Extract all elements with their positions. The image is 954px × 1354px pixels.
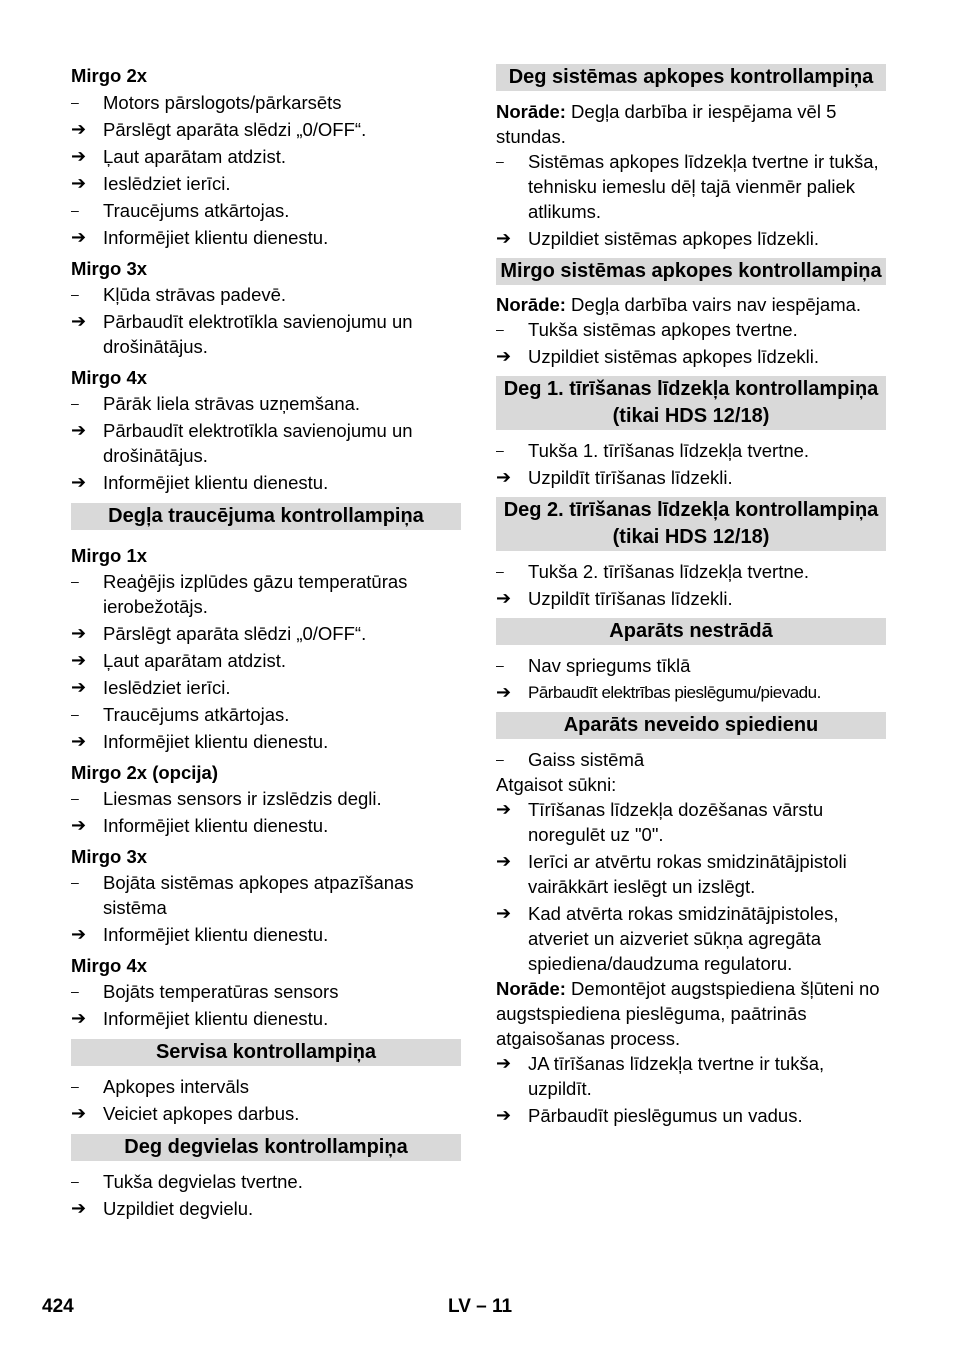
- dash-icon: –: [71, 573, 79, 589]
- item-text: Informējiet klientu dienestu.: [103, 924, 329, 945]
- item-text: Informējiet klientu dienestu.: [103, 731, 329, 752]
- arrow-right-icon: ➔: [71, 1103, 87, 1123]
- action-item: [71, 225, 461, 250]
- arrow-right-icon: ➔: [496, 903, 512, 923]
- action-item: [71, 922, 461, 947]
- condition-item: [71, 569, 461, 619]
- dash-icon: –: [71, 790, 79, 806]
- condition-item: [71, 702, 461, 727]
- item-text: Pārbaudīt elektrotīkla savienojumu un drošinātājus.: [103, 311, 413, 357]
- action-item: [71, 418, 461, 468]
- arrow-right-icon: ➔: [496, 1105, 512, 1125]
- note-label: Norāde:: [496, 294, 566, 315]
- item-text: Informējiet klientu dienestu.: [103, 1008, 329, 1029]
- item-text: Informējiet klientu dienestu.: [103, 472, 329, 493]
- item-text: Informējiet klientu dienestu.: [103, 227, 329, 248]
- paragraph-text: Atgaisot sūkni:: [496, 774, 617, 795]
- section-heading: Aparāts neveido spiedienu: [496, 712, 886, 739]
- action-item: [496, 1051, 886, 1101]
- paragraph-text: Degļa darbība vairs nav iespējama.: [565, 294, 862, 315]
- subheading: Mirgo 4x: [71, 367, 148, 388]
- paragraph: [496, 772, 886, 797]
- section-heading: Aparāts nestrādā: [496, 618, 886, 645]
- arrow-right-icon: ➔: [71, 311, 87, 331]
- action-item: [71, 470, 461, 495]
- item-text: Uzpildiet sistēmas apkopes līdzekli.: [528, 346, 819, 367]
- arrow-right-icon: ➔: [71, 146, 87, 166]
- arrow-right-icon: ➔: [71, 420, 87, 440]
- dash-icon: –: [71, 874, 79, 890]
- item-text: Ieslēdziet ierīci.: [103, 677, 231, 698]
- action-item: [496, 901, 886, 976]
- paragraph-text: Demontējot augstspiediena šļūteni no augstspiediena pieslēguma, paātrinās atgaisošanas process.: [496, 978, 880, 1049]
- dash-icon: –: [71, 94, 79, 110]
- arrow-right-icon: ➔: [496, 467, 512, 487]
- action-item: [496, 1103, 886, 1128]
- action-item: [496, 226, 886, 251]
- arrow-right-icon: ➔: [71, 472, 87, 492]
- condition-item: [71, 90, 461, 115]
- section-heading: Deg 1. tīrīšanas līdzekļa kontrollampiņa (tikai HDS 12/18): [496, 376, 886, 430]
- item-text: Tukša sistēmas apkopes tvertne.: [528, 319, 798, 340]
- item-text: Bojāta sistēmas apkopes atpazīšanas sistēma: [103, 872, 414, 918]
- subheading: Mirgo 3x: [71, 846, 148, 867]
- right-column: [496, 64, 886, 1128]
- dash-icon: –: [496, 442, 504, 458]
- dash-icon: –: [496, 657, 504, 673]
- note-label: Norāde:: [496, 978, 566, 999]
- item-text: Tukša 1. tīrīšanas līdzekļa tvertne.: [528, 440, 810, 461]
- paragraph: [496, 99, 886, 149]
- item-text: Informējiet klientu dienestu.: [103, 815, 329, 836]
- action-item: [71, 1196, 461, 1221]
- action-item: [496, 344, 886, 369]
- arrow-right-icon: ➔: [496, 682, 511, 702]
- item-text: Sistēmas apkopes līdzekļa tvertne ir tukša, tehnisku iemeslu dēļ tajā vienmēr paliek atlikums.: [528, 151, 879, 222]
- condition-item: [71, 391, 461, 416]
- item-text: Pārbaudīt elektrotīkla savienojumu un drošinātājus.: [103, 420, 413, 466]
- action-item: [71, 171, 461, 196]
- arrow-right-icon: ➔: [496, 1053, 512, 1073]
- action-item: [71, 309, 461, 359]
- subheading: Mirgo 2x (opcija): [71, 762, 218, 783]
- item-text: Ļaut aparātam atdzist.: [103, 146, 287, 167]
- arrow-right-icon: ➔: [496, 588, 512, 608]
- section-heading: Degļa traucējuma kontrollampiņa: [71, 503, 461, 530]
- dash-icon: –: [71, 706, 79, 722]
- dash-icon: –: [71, 1173, 79, 1189]
- action-item: [496, 680, 886, 705]
- arrow-right-icon: ➔: [496, 799, 512, 819]
- item-text: Bojāts temperatūras sensors: [103, 981, 339, 1002]
- subheading: Mirgo 1x: [71, 545, 148, 566]
- section-heading: Deg 2. tīrīšanas līdzekļa kontrollampiņa (tikai HDS 12/18): [496, 497, 886, 551]
- action-item: [71, 621, 461, 646]
- item-text: Kad atvērta rokas smidzinātājpistoles, atveriet un aizveriet sūkņa agregāta spiediena/daudzuma regulatoru.: [528, 903, 839, 974]
- arrow-right-icon: ➔: [71, 924, 87, 944]
- action-item: [71, 144, 461, 169]
- item-text: Traucējums atkārtojas.: [103, 704, 290, 725]
- condition-item: [71, 1169, 461, 1194]
- item-text: Uzpildiet degvielu.: [103, 1198, 254, 1219]
- arrow-right-icon: ➔: [71, 677, 87, 697]
- dash-icon: –: [71, 983, 79, 999]
- item-text: Gaiss sistēmā: [528, 749, 645, 770]
- arrow-right-icon: ➔: [71, 173, 87, 193]
- arrow-right-icon: ➔: [71, 227, 87, 247]
- action-item: [496, 586, 886, 611]
- item-text: Pārslēgt aparāta slēdzi „0/OFF“.: [103, 119, 367, 140]
- item-text: Uzpildīt tīrīšanas līdzekli.: [528, 467, 733, 488]
- condition-item: [496, 653, 886, 678]
- action-item: [71, 648, 461, 673]
- condition-item: [496, 438, 886, 463]
- item-text: Uzpildiet sistēmas apkopes līdzekli.: [528, 228, 819, 249]
- section-heading: Deg sistēmas apkopes kontrollampiņa: [496, 64, 886, 91]
- action-item: [71, 1101, 461, 1126]
- action-item: [71, 813, 461, 838]
- condition-item: [71, 979, 461, 1004]
- condition-item: [496, 149, 886, 224]
- item-text: Liesmas sensors ir izslēdzis degli.: [103, 788, 382, 809]
- arrow-right-icon: ➔: [71, 623, 87, 643]
- action-item: [496, 849, 886, 899]
- item-text: Ļaut aparātam atdzist.: [103, 650, 287, 671]
- item-text: Apkopes intervāls: [103, 1076, 250, 1097]
- condition-item: [71, 786, 461, 811]
- arrow-right-icon: ➔: [496, 346, 512, 366]
- paragraph-text: Degļa darbība ir iespējama vēl 5 stundas.: [496, 101, 837, 147]
- condition-item: [71, 1074, 461, 1099]
- subheading: Mirgo 3x: [71, 258, 148, 279]
- dash-icon: –: [496, 153, 504, 169]
- left-column: [71, 64, 461, 1221]
- condition-item: [71, 198, 461, 223]
- action-item: [71, 729, 461, 754]
- arrow-right-icon: ➔: [71, 119, 87, 139]
- dash-icon: –: [71, 1078, 79, 1094]
- item-text: Uzpildīt tīrīšanas līdzekli.: [528, 588, 733, 609]
- item-text: Kļūda strāvas padevē.: [103, 284, 287, 305]
- arrow-right-icon: ➔: [71, 1198, 87, 1218]
- dash-icon: –: [496, 321, 504, 337]
- item-text: Ierīci ar atvērtu rokas smidzinātājpistoli vairākkārt ieslēgt un izslēgt.: [528, 851, 847, 897]
- action-item: [71, 1006, 461, 1031]
- item-text: Pārāk liela strāvas uzņemšana.: [103, 393, 361, 414]
- item-text: Motors pārslogots/pārkarsēts: [103, 92, 342, 113]
- subheading: Mirgo 4x: [71, 955, 148, 976]
- section-heading: Servisa kontrollampiņa: [71, 1039, 461, 1066]
- note-label: Norāde:: [496, 101, 566, 122]
- arrow-right-icon: ➔: [71, 650, 87, 670]
- action-item: [71, 117, 461, 142]
- page-number: 424: [42, 1296, 74, 1317]
- dash-icon: –: [71, 395, 79, 411]
- dash-icon: –: [496, 751, 504, 767]
- paragraph: [496, 976, 886, 1051]
- arrow-right-icon: ➔: [71, 815, 87, 835]
- item-text: Pārbaudīt elektrības pieslēgumu/pievadu.: [528, 683, 821, 702]
- item-text: Tukša 2. tīrīšanas līdzekļa tvertne.: [528, 561, 810, 582]
- item-text: Pārslēgt aparāta slēdzi „0/OFF“.: [103, 623, 367, 644]
- arrow-right-icon: ➔: [496, 228, 512, 248]
- condition-item: [496, 747, 886, 772]
- section-heading: Deg degvielas kontrollampiņa: [71, 1134, 461, 1161]
- condition-item: [71, 870, 461, 920]
- arrow-right-icon: ➔: [71, 731, 87, 751]
- item-text: Veiciet apkopes darbus.: [103, 1103, 300, 1124]
- action-item: [496, 797, 886, 847]
- arrow-right-icon: ➔: [71, 1008, 87, 1028]
- item-text: JA tīrīšanas līdzekļa tvertne ir tukša, uzpildīt.: [528, 1053, 825, 1099]
- dash-icon: –: [496, 563, 504, 579]
- arrow-right-icon: ➔: [496, 851, 512, 871]
- condition-item: [71, 282, 461, 307]
- item-text: Tukša degvielas tvertne.: [103, 1171, 303, 1192]
- dash-icon: –: [71, 202, 79, 218]
- action-item: [71, 675, 461, 700]
- item-text: Ieslēdziet ierīci.: [103, 173, 231, 194]
- item-text: Pārbaudīt pieslēgumus un vadus.: [528, 1105, 803, 1126]
- item-text: Tīrīšanas līdzekļa dozēšanas vārstu noregulēt uz "0".: [528, 799, 824, 845]
- subheading: Mirgo 2x: [71, 65, 148, 86]
- item-text: Traucējums atkārtojas.: [103, 200, 290, 221]
- item-text: Nav spriegums tīklā: [528, 655, 691, 676]
- page-label: LV – 11: [448, 1296, 513, 1317]
- dash-icon: –: [71, 286, 79, 302]
- action-item: [496, 465, 886, 490]
- item-text: Reaģējis izplūdes gāzu temperatūras ierobežotājs.: [103, 571, 408, 617]
- section-heading: Mirgo sistēmas apkopes kontrollampiņa: [496, 258, 886, 285]
- paragraph: [496, 292, 886, 317]
- condition-item: [496, 317, 886, 342]
- condition-item: [496, 559, 886, 584]
